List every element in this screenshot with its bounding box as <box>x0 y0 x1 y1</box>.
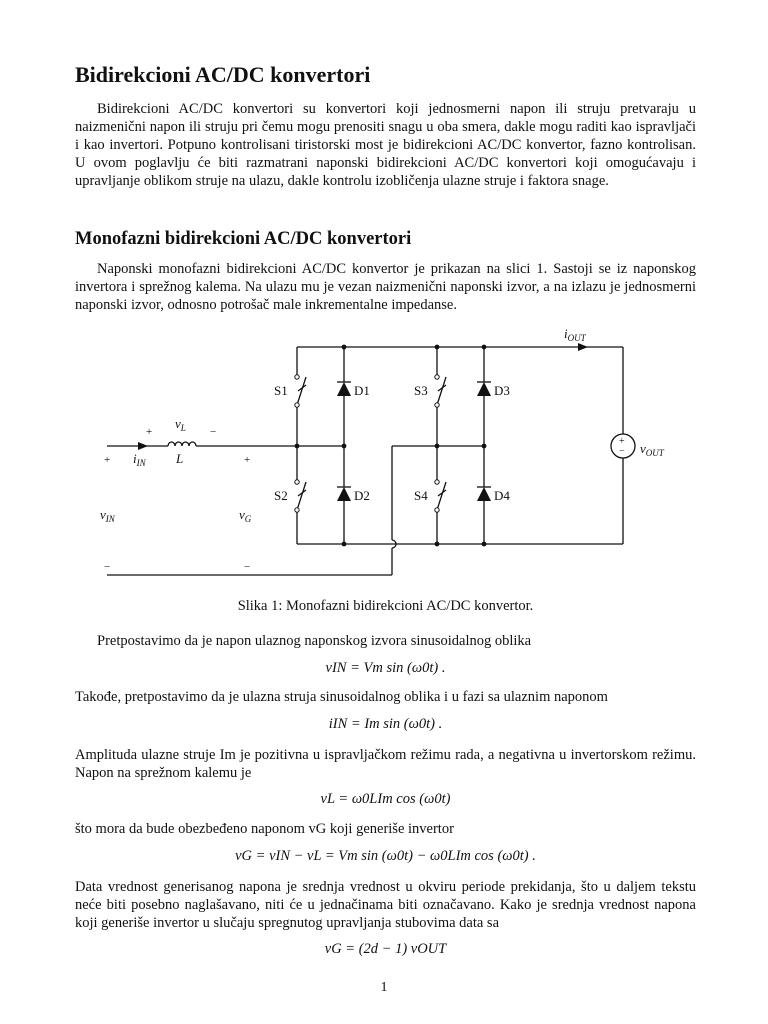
inductor-minus: − <box>210 426 217 438</box>
section-heading: Bidirekcioni AC/DC konvertori <box>75 62 371 87</box>
equation-inductor-voltage: vL = ω0LIm cos (ω0t) <box>320 791 451 807</box>
paragraph-input-voltage: Pretpostavimo da je napon ulaznog naponskog izvora sinusoidalnog oblika <box>97 633 532 649</box>
equation-generated-voltage: vG = vIN − vL = Vm sin (ω0t) − ω0LIm cos (ω0t) . <box>235 848 536 864</box>
switch-s3-label: S3 <box>414 383 428 398</box>
v-g-sub: G <box>244 514 252 524</box>
figure-caption: Slika 1: Monofazni bidirekcioni AC/DC konvertor. <box>237 598 534 614</box>
subsection-heading: Monofazni bidirekcioni AC/DC konvertori <box>75 229 412 249</box>
input-plus: + <box>104 454 111 466</box>
v-l-sub: L <box>180 423 186 433</box>
svg-text:vG <box>239 507 252 524</box>
svg-text:iOUT <box>564 326 587 343</box>
inductor-plus: + <box>146 426 153 438</box>
diode-d1-label: D1 <box>354 383 370 398</box>
inductor-label: L <box>176 451 184 466</box>
i-in-label: i <box>133 451 137 466</box>
source-plus: + <box>619 436 625 447</box>
switch-s2-label: S2 <box>274 488 288 503</box>
v-in-sub: IN <box>105 514 115 524</box>
diode-d4-label: D4 <box>494 488 510 503</box>
page-number: 1 <box>380 980 388 995</box>
equation-input-voltage: vIN = Vm sin (ω0t) . <box>325 660 446 676</box>
i-out-sub: OUT <box>567 333 586 343</box>
paragraph-input-current: Takođe, pretpostavimo da je ulazna struja sinusoidalnog oblika i u fazi sa ulaznim naponom <box>75 689 608 705</box>
switch-s4-label: S4 <box>414 488 428 503</box>
i-out-label: i <box>564 326 568 341</box>
i-in-sub: IN <box>136 458 146 468</box>
v-out-sub: OUT <box>645 448 664 458</box>
paragraph-inverter-voltage: što mora da bude obezbeđeno naponom vG koji generiše invertor <box>75 821 454 837</box>
v-l-label: v <box>175 416 181 431</box>
paragraph-amplitude: Amplituda ulazne struje Im je pozitivna u ispravljačkom režimu rada, a negativna u invertorskom režimu. Napon na sprežnom kalemu je <box>75 747 696 781</box>
equation-input-current: iIN = Im sin (ω0t) . <box>328 716 443 732</box>
equation-duty-cycle: vG = (2d − 1) vOUT <box>324 941 447 957</box>
diode-d3-label: D3 <box>494 383 510 398</box>
v-in-label: v <box>100 507 106 522</box>
vg-plus: + <box>244 454 251 466</box>
vg-minus: − <box>244 561 251 573</box>
paragraph-figure-reference: Naponski monofazni bidirekcioni AC/DC konvertor je prikazan na slici 1. Sastoji se iz naponskog invertora i sprežnog kalema. Na ulazu mu je vezan naizmenični naponski izvor, a na izlazu je jednosmerni naponski izvor, odnosno potrošač male inkrementalne impedanse. <box>75 261 696 313</box>
source-minus: − <box>619 446 625 457</box>
svg-text:vIN <box>100 507 116 524</box>
svg-text:iIN <box>133 451 147 468</box>
svg-text:vL <box>175 416 186 433</box>
v-g-label: v <box>239 507 245 522</box>
switch-s1-label: S1 <box>274 383 288 398</box>
intro-paragraph: Bidirekcioni AC/DC konvertori su konvertori koji jednosmerni napon ili struju pretvaraju u naizmenični napon ili struju pri čemu mogu prenositi snagu u oba smera, dakle mogu raditi kao ispravljači i kao invertori. Potpuno kontrolisani tiristorski most je bidirekcioni AC/DC konvertor, fazno kontrolisan. U ovom poglavlju će biti razmatrani naponski bidirekcioni AC/DC konvertori koji omogućavaju i upravljanje oblikom struje na ulazu, dakle kontrolu izobličenja ulazne struje i faktora snage. <box>75 101 696 189</box>
v-out-label: v <box>640 441 646 456</box>
input-minus: − <box>104 561 111 573</box>
paragraph-average-voltage: Data vrednost generisanog napona je srednja vrednost u okviru periode prekidanja, što u daljem tekstu neće biti posebno naglašavano, niti će u jednačinama biti označavano. Kako je srednja vrednost napona koji generiše invertor u slučaju spregnutog upravljanja stubovima data sa <box>75 879 696 931</box>
circuit-diagram <box>0 320 768 590</box>
svg-text:vOUT <box>640 441 665 458</box>
diode-d2-label: D2 <box>354 488 370 503</box>
